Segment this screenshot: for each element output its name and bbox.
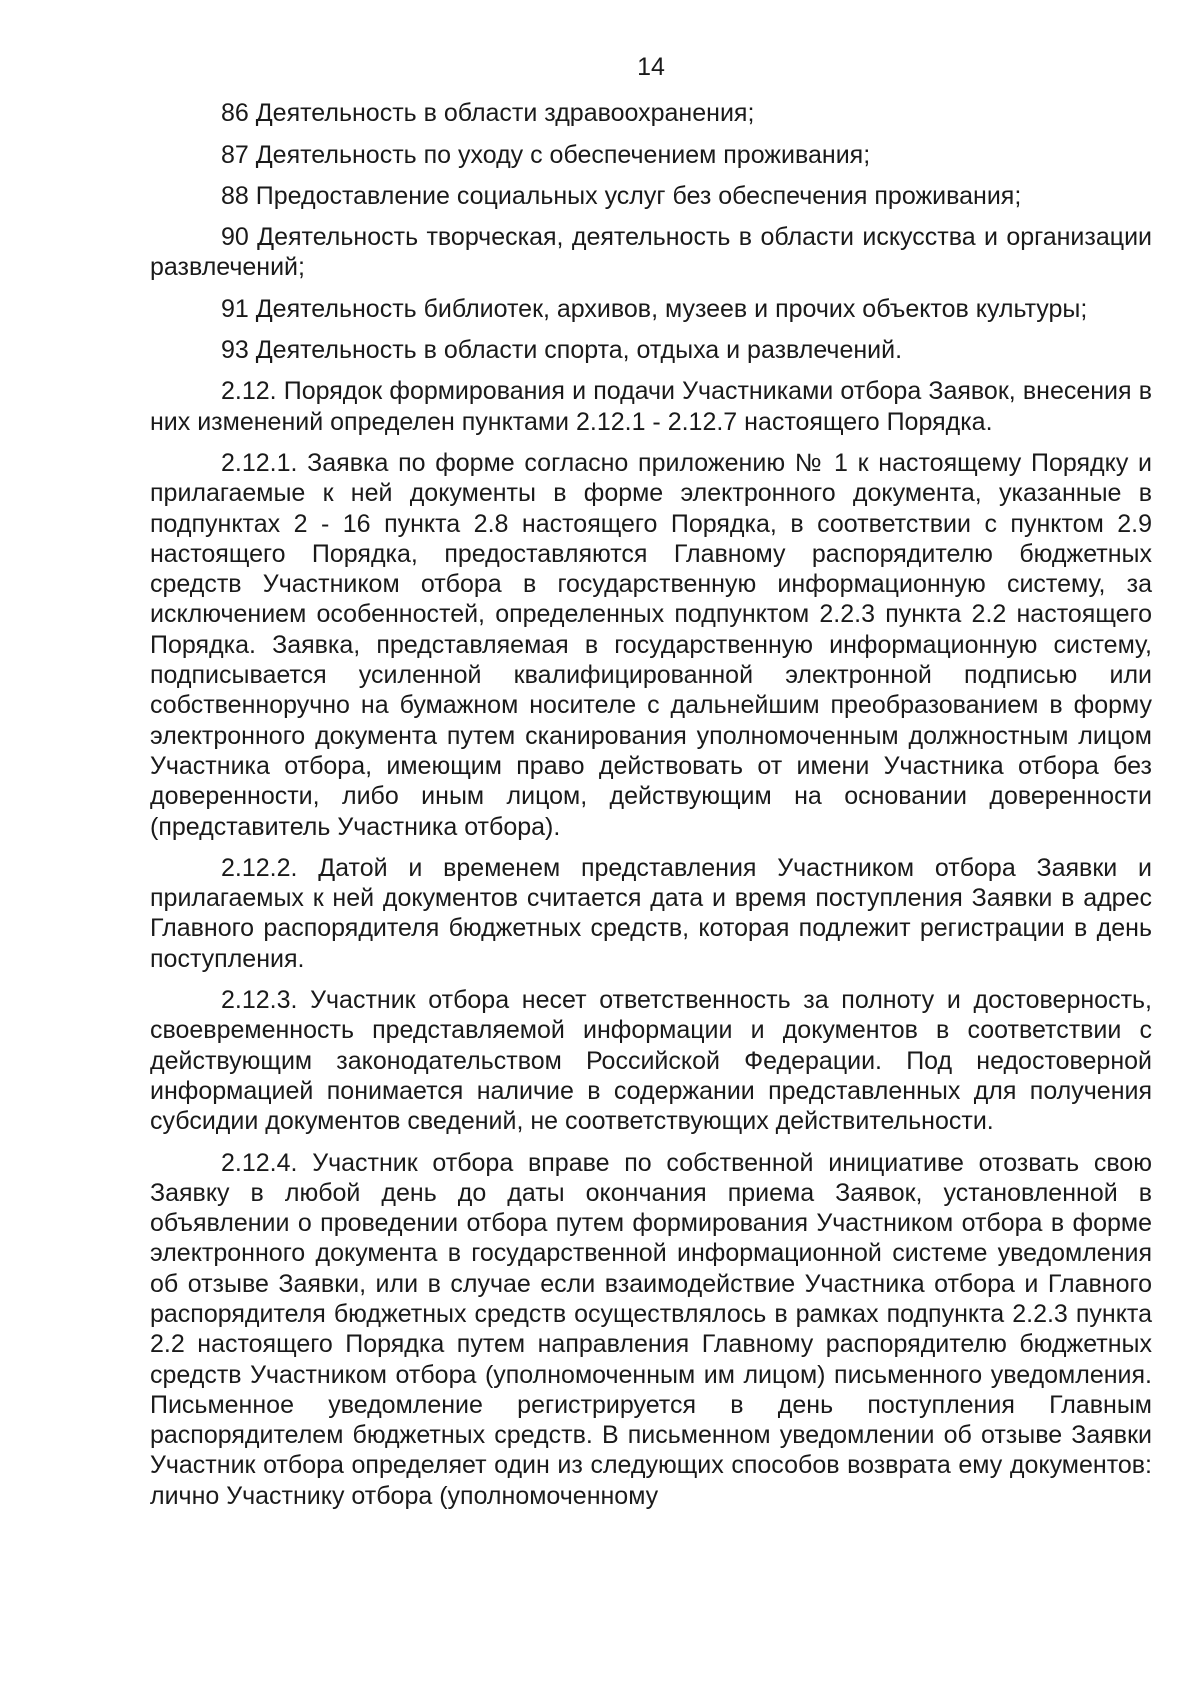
paragraph-2-12-1: 2.12.1. Заявка по форме согласно приложению № 1 к настоящему Порядку и прилагаемые к ней документы в форме электронного документа, указанные в подпунктах 2 - 16 пункта 2.8 настоящего Порядка, в соответствии с пунктом 2.9 настоящего Порядка, предоставляются Главному распорядителю бюджетных средств Участником отбора в государственную информационную систему, за исключением особенностей, определенных подпунктом 2.2.3 пункта 2.2 настоящего Порядка. Заявка, представляемая в государственную информационную систему, подписывается усиленной квалифицированной электронной подписью или собственноручно на бумажном носителе с дальнейшим преобразованием в форму электронного документа путем сканирования уполномоченным должностным лицом Участника отбора, имеющим право действовать от имени Участника отбора без доверенности, либо иным лицом, действующим на основании доверенности (представитель Участника отбора). — [150, 448, 1152, 841]
paragraph-2-12: 2.12. Порядок формирования и подачи Участниками отбора Заявок, внесения в них изменений определен пунктами 2.12.1 - 2.12.7 настоящего Порядка. — [150, 377, 1152, 436]
list-item: 87 Деятельность по уходу с обеспечением проживания; — [221, 140, 871, 169]
paragraph-2-12-4: 2.12.4. Участник отбора вправе по собственной инициативе отозвать свою Заявку в любой день до даты окончания приема Заявок, установленной в объявлении о проведении отбора путем формирования Участником отбора в форме электронного документа в государственной информационной системе уведомления об отзыве Заявки, или в случае если взаимодействие Участника отбора и Главного распорядителя бюджетных средств осуществлялось в рамках подпункта 2.2.3 пункта 2.2 настоящего Порядка путем направления Главному распорядителю бюджетных средств Участником отбора (уполномоченным им лицом) письменного уведомления. Письменное уведомление регистрируется в день поступления Главным распорядителем бюджетных средств. В письменном уведомлении об отзыве Заявки Участник отбора определяет один из следующих способов возврата ему документов: лично Участнику отбора (уполномоченному — [150, 1148, 1152, 1510]
list-item: 93 Деятельность в области спорта, отдыха и развлечений. — [221, 336, 903, 365]
list-item: 86 Деятельность в области здравоохранения; — [221, 99, 755, 128]
paragraph-2-12-3: 2.12.3. Участник отбора несет ответственность за полноту и достоверность, своевременность представляемой информации и документов в соответствии с действующим законодательством Российской Федерации. Под недостоверной информацией понимается наличие в содержании представленных для получения субсидии документов сведений, не соответствующих действительности. — [150, 986, 1152, 1136]
okved-list — [150, 98, 1152, 365]
list-item: 88 Предоставление социальных услуг без обеспечения проживания; — [221, 181, 1022, 210]
list-item: 91 Деятельность библиотек, архивов, музеев и прочих объектов культуры; — [221, 294, 1088, 323]
page-number: 14 — [637, 53, 665, 81]
document-page — [150, 52, 1152, 1522]
paragraph-2-12-2: 2.12.2. Датой и временем представления Участником отбора Заявки и прилагаемых к ней документов считается дата и время поступления Заявки в адрес Главного распорядителя бюджетных средств, которая подлежит регистрации в день поступления. — [150, 853, 1152, 973]
list-item: 90 Деятельность творческая, деятельность в области искусства и организации развлечений; — [150, 223, 1152, 282]
